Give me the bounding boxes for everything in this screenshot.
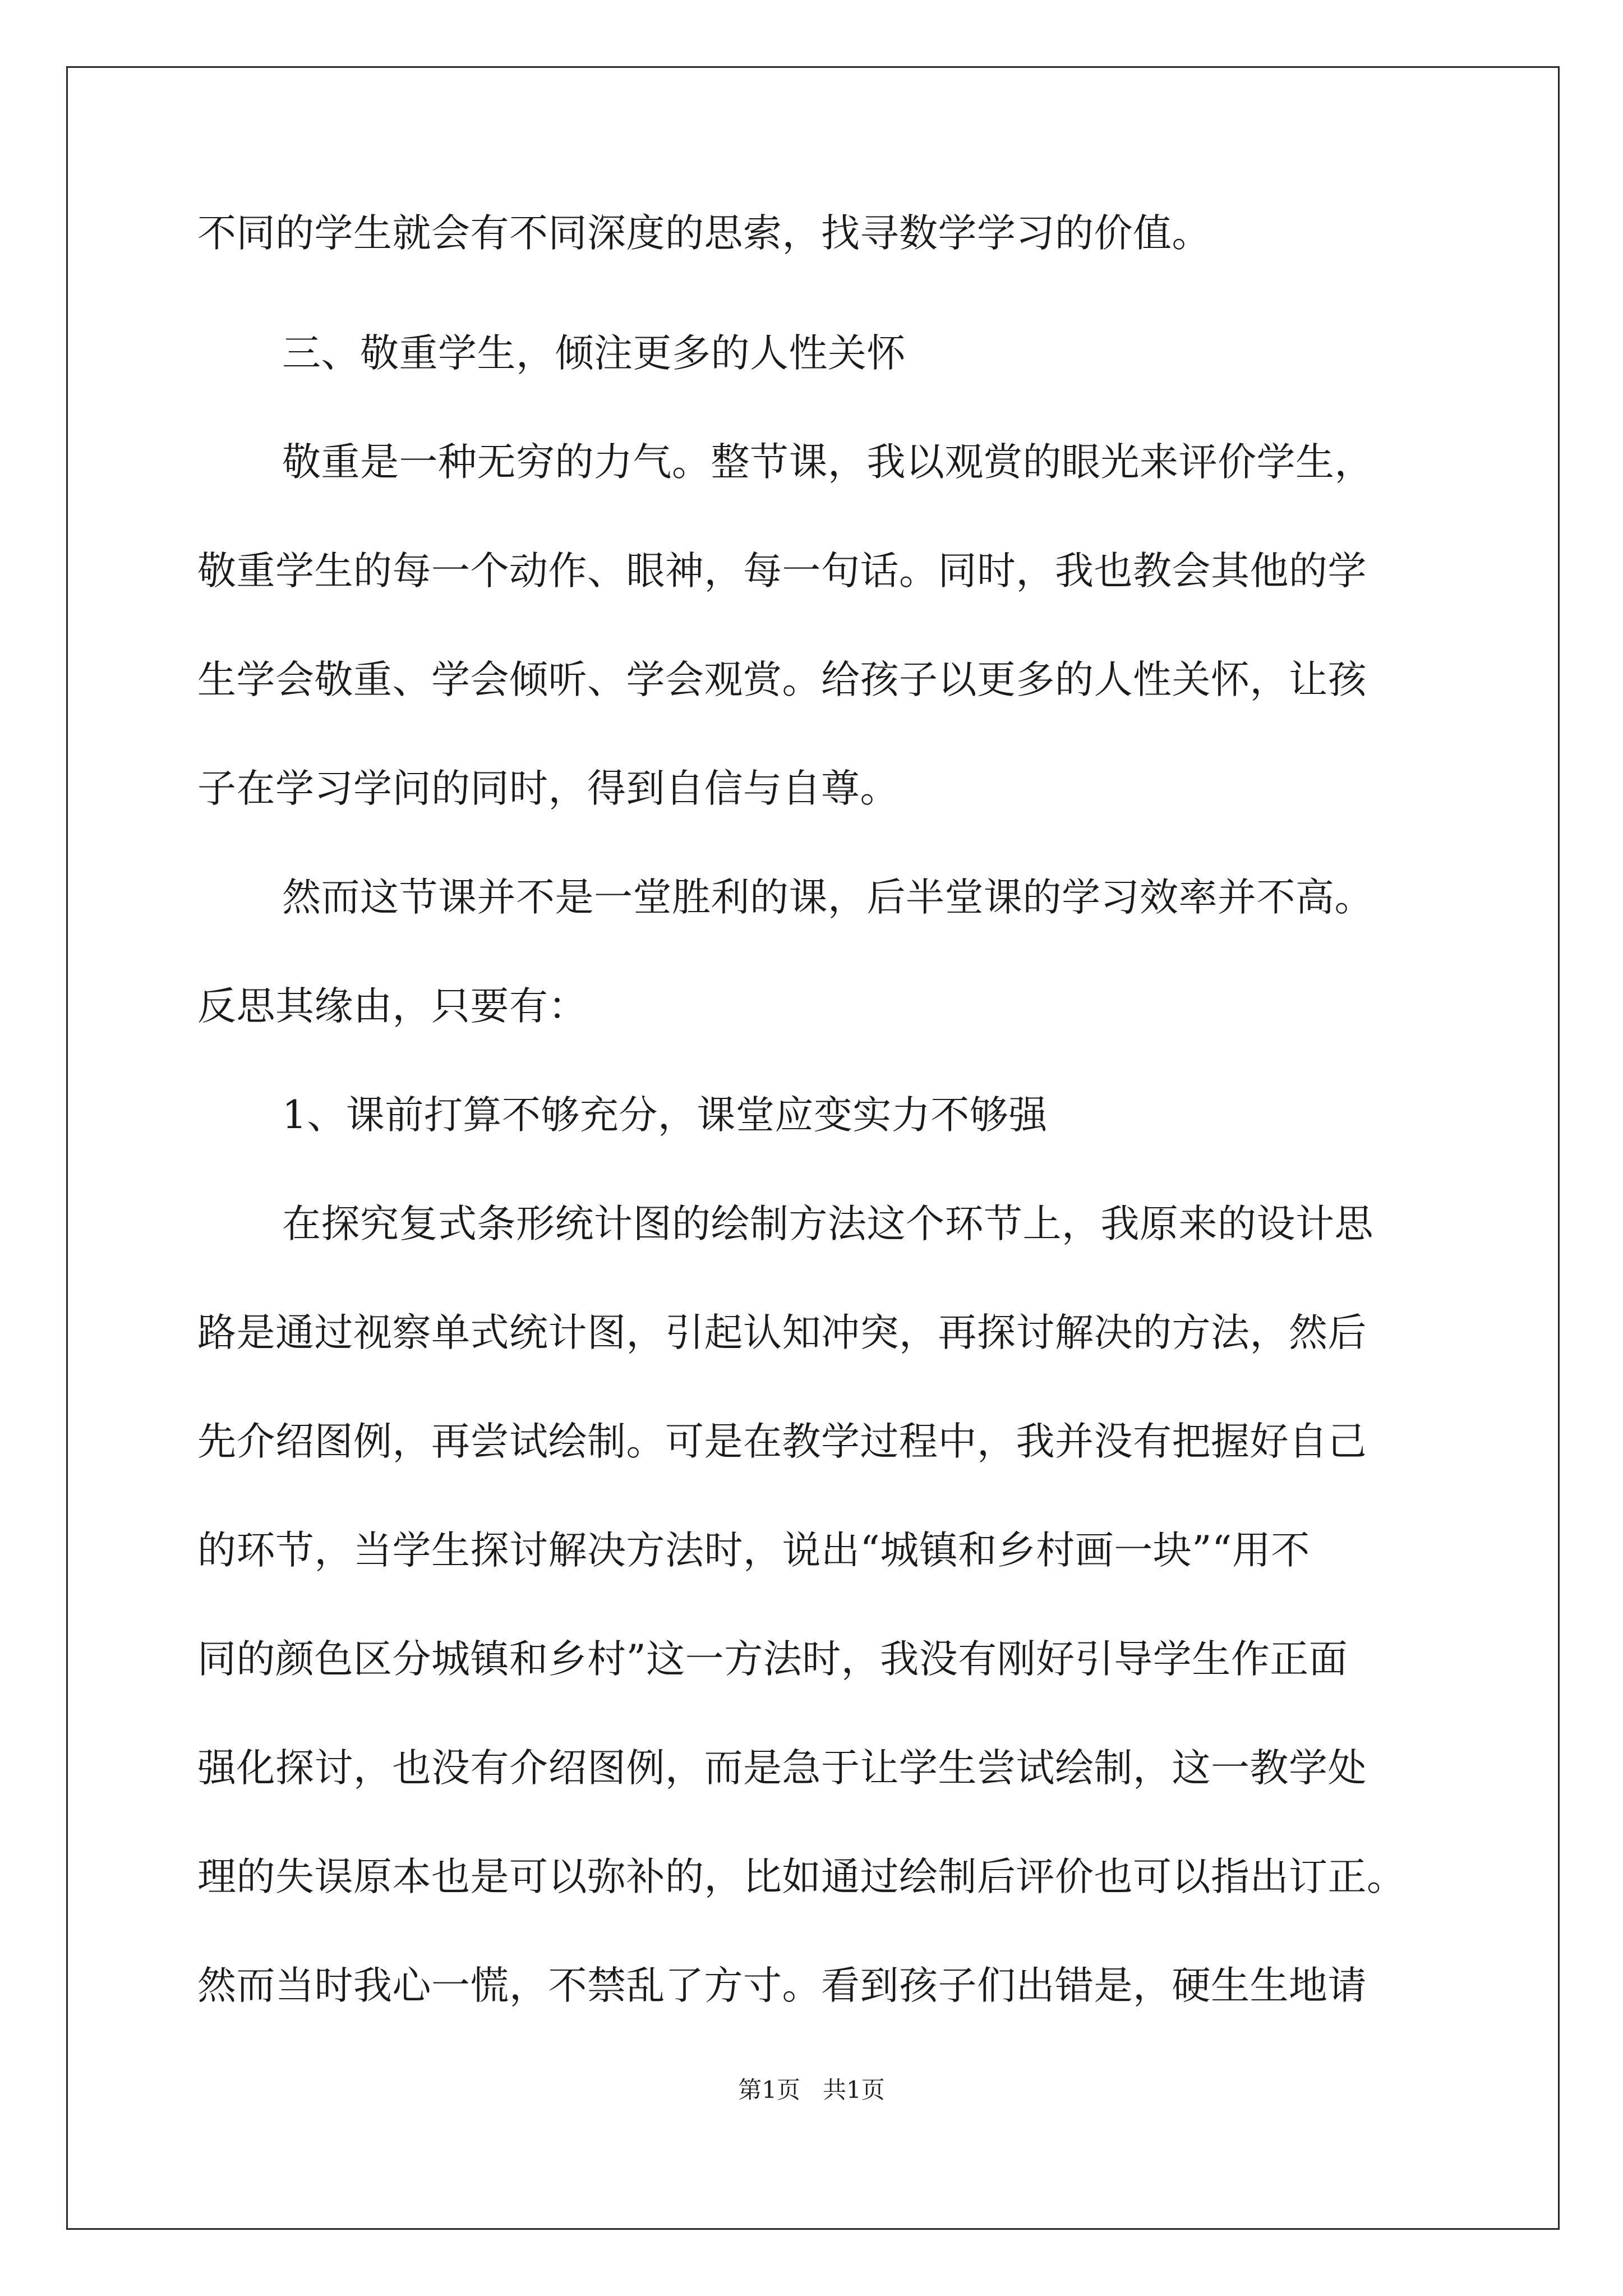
page-number-footer: 第1页 共1页 <box>738 2076 885 2104</box>
list-heading: 1、课前打算不够充分，课堂应变实力不够强 <box>282 1093 1048 1138</box>
body-text-line: 先介绍图例，再尝试绘制。可是在教学过程中，我并没有把握好自己 <box>197 1419 1367 1464</box>
body-text-line: 然而当时我心一慌，不禁乱了方寸。看到孩子们出错是，硬生生地请 <box>197 1963 1367 2008</box>
body-text-line: 同的颜色区分城镇和乡村”这一方法时，我没有刚好引导学生作正面 <box>197 1637 1348 1682</box>
body-text-line: 敬重学生的每一个动作、眼神，每一句话。同时，我也教会其他的学 <box>197 549 1367 593</box>
section-heading: 三、敬重学生，倾注更多的人性关怀 <box>282 331 906 376</box>
body-text-line: 敬重是一种无穷的力气。整节课，我以观赏的眼光来评价学生， <box>282 440 1373 485</box>
body-text-line: 不同的学生就会有不同深度的思索，找寻数学学习的价值。 <box>197 211 1211 256</box>
body-text-line: 反思其缘由，只要有： <box>197 984 587 1029</box>
page-border <box>66 66 1560 2230</box>
body-text-line: 理的失误原本也是可以弥补的，比如通过绘制后评价也可以指出订正。 <box>197 1855 1406 1899</box>
body-text-line: 生学会敬重、学会倾听、学会观赏。给孩子以更多的人性关怀，让孩 <box>197 657 1367 702</box>
body-text-line: 强化探讨，也没有介绍图例，而是急于让学生尝试绘制，这一教学处 <box>197 1746 1367 1791</box>
body-text-line: 子在学习学问的同时，得到自信与自尊。 <box>197 766 899 811</box>
body-text-line: 路是通过视察单式统计图，引起认知冲突，再探讨解决的方法，然后 <box>197 1310 1367 1355</box>
body-text-line: 然而这节课并不是一堂胜利的课，后半堂课的学习效率并不高。 <box>282 875 1373 920</box>
body-text-line: 的环节，当学生探讨解决方法时，说出“城镇和乡村画一块”“用不 <box>197 1528 1310 1573</box>
body-text-line: 在探究复式条形统计图的绘制方法这个环节上，我原来的设计思 <box>282 1202 1373 1246</box>
